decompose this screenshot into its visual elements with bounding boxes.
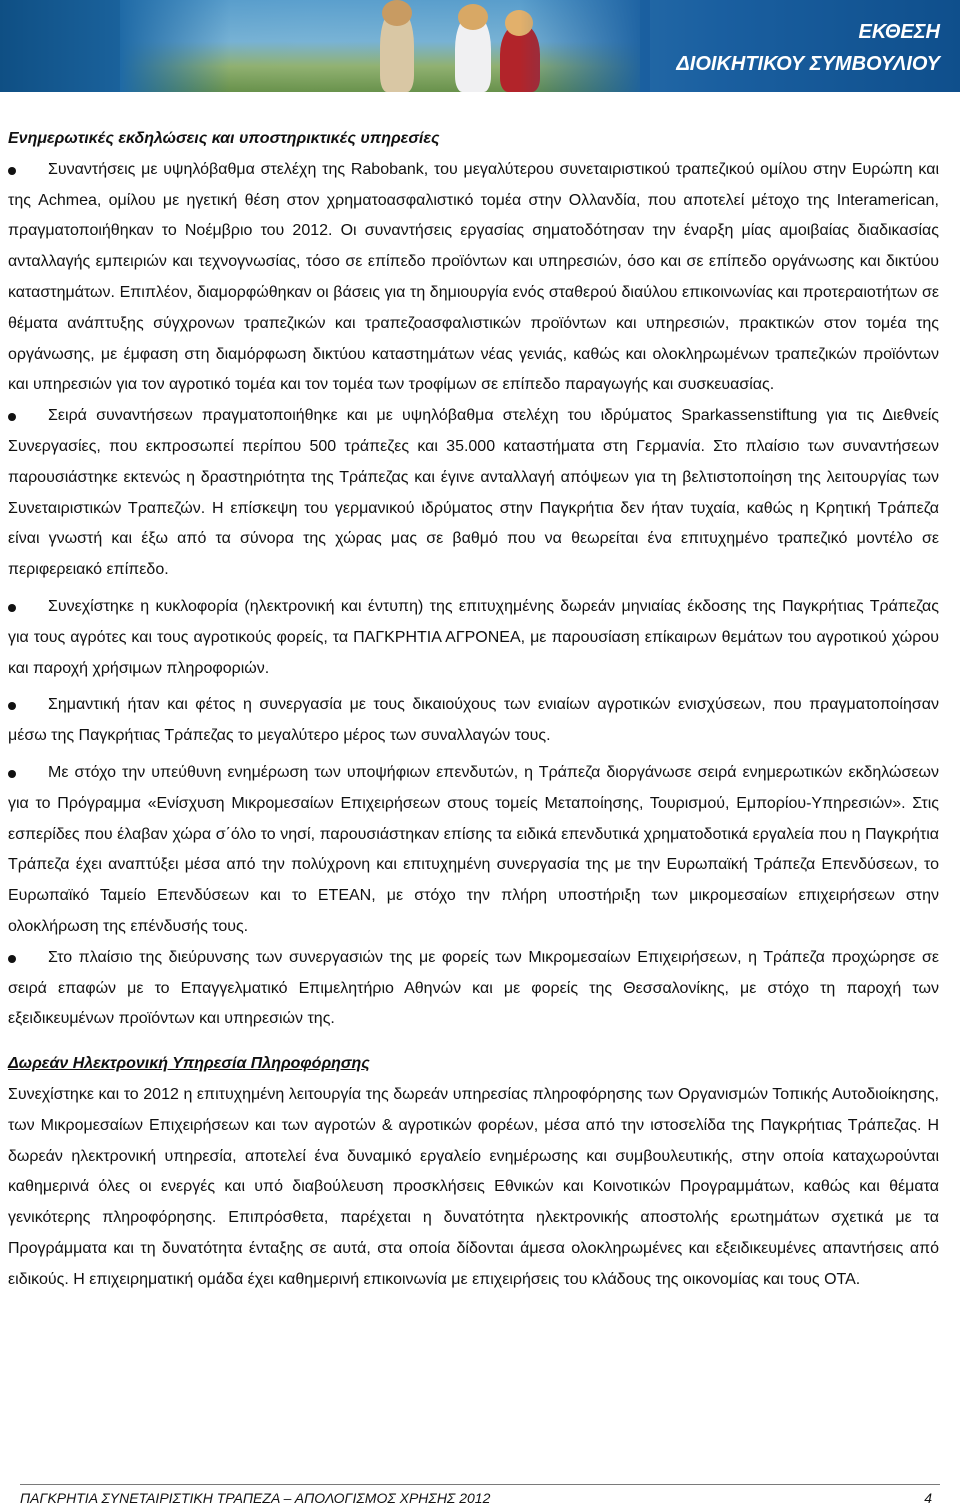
list-item: [8, 758, 939, 943]
list-item-text: Με στόχο την υπεύθυνη ενημέρωση των υποψήφιων επενδυτών, η Τράπεζα διοργάνωσε σειρά ενημερωτικών εκδηλώσεων για το Πρόγραμμα «Ενίσχυση Μικρομεσαίων Επιχειρήσεων στους τομείς Μεταποίησης, Τουρισμού, Εμπορίου-Υπηρεσιών». Στις εσπερίδες που έλαβαν χώρα σ΄όλο το νησί, παρουσιάστηκαν επίσης τα ειδικά επενδυτικά χρηματοδοτικά εργαλεία που η Παγκρήτια Τράπεζα έχει αναπτύξει μέσα από την πολύχρονη και επιτυχημένη συνεργασία της με την Ευρωπαϊκή Τράπεζα Επενδύσεων, το Ευρωπαϊκό Ταμείο Επενδύσεων και το ΕΤΕΑΝ, με στόχο την πλήρη υποστήριξη των μικρομεσαίων επιχειρήσεων στην ολοκλήρωση της επένδυσής τους.: [8, 763, 939, 935]
bullet-icon: [8, 604, 16, 612]
header-photo-person-head: [458, 4, 488, 30]
bullet-icon: [8, 702, 16, 710]
list-item-text: Στο πλαίσιο της διεύρυνσης των συνεργασιών της με φορείς των Μικρομεσαίων Επιχειρήσεων, η Τράπεζα προχώρησε σε σειρά επαφών με το Επαγγελματικό Επιμελητήριο Αθηνών και με φορείς της Θεσσαλονίκης, με στόχο τη παροχή των εξειδικευμένων προϊόντων και υπηρεσιών της.: [8, 948, 939, 1028]
list-item: [8, 592, 939, 684]
list-item-text: Σειρά συναντήσεων πραγματοποιήθηκε και με υψηλόβαθμα στελέχη του ιδρύματος Sparkassenstiftung για τις Διεθνείς Συνεργασίες, που εκπροσωπεί περίπου 500 τράπεζες και 35.000 καταστήματα στη Γερμανία. Στο πλαίσιο των συναντήσεων παρουσιάστηκε εκτενώς η δραστηριότητα της Τράπεζας και έγινε ανταλλαγή απόψεων για τη βελτιστοποίηση της λειτουργίας των Συνεταιριστικών Τραπεζών. Η επίσκεψη του γερμανικού ιδρύματος στην Παγκρήτια δεν ήταν τυχαία, καθώς η Κρητική Τράπεζα είναι γνωστή και έξω από τα σύνορα της χώρας μας σε βαθμό που να θεωρείται ένα επιτυχημένο τραπεζικό μοντέλο σε περιφερειακό επίπεδο.: [8, 407, 939, 579]
page-header-banner: [0, 0, 960, 92]
section-title-info-service: Δωρεάν Ηλεκτρονική Υπηρεσία Πληροφόρησης: [8, 1055, 370, 1073]
bullet-icon: [8, 955, 16, 963]
bullet-icon: [8, 413, 16, 421]
bullet-icon: [8, 167, 16, 175]
document-body: [8, 124, 939, 1295]
list-item: [8, 401, 939, 586]
bullet-icon: [8, 770, 16, 778]
list-item: [8, 155, 939, 401]
header-photo-fade: [120, 0, 230, 92]
list-item: [8, 943, 939, 1035]
header-title: [676, 16, 940, 80]
list-item-text: Συναντήσεις με υψηλόβαθμα στελέχη της Rabobank, του μεγαλύτερου συνεταιριστικού τραπεζικού ομίλου στην Ευρώπη και της Achmea, ομίλου με ηγετική θέση στον χρηματοασφαλιστικό τομέα στην Ολλανδία, που αποτελεί μέτοχο της Interamerican, πραγματοποιήθηκαν το Νοέμβριο του 2012. Οι συναντήσεις εργασίας σηματοδότησαν την έναρξη μίας αμοιβαίας διαδικασίας ανταλλαγής εμπειριών και τεχνογνωσίας, τόσο σε επίπεδο προϊόντων και υπηρεσιών, όσο και σε επίπεδο οργάνωσης και δικτύου καταστημάτων. Επιπλέον, διαμορφώθηκαν οι βάσεις για τη δημιουργία ενός σταθερού διαύλου επικοινωνίας και προτεραιοτήτων σε θέματα ανάπτυξης σύγχρονων τραπεζικών και τραπεζοασφαλιστικών προϊόντων και υπηρεσιών, πρακτικών στον τομέα της οργάνωσης, με έμφαση στη διαμόρφωση δικτύου καταστημάτων νέας γενιάς, καθώς και ολοκληρωμένων τραπεζικών προϊόντων και υπηρεσιών για τον αγροτικό τομέα και τον τομέα των τροφίμων σε επίπεδο παραγωγής και συσκευασίας.: [8, 160, 939, 394]
header-photo-fade: [520, 0, 650, 92]
footer-divider: [20, 1484, 940, 1485]
list-item-text: Συνεχίστηκε η κυκλοφορία (ηλεκτρονική και έντυπη) της επιτυχημένης δωρεάν μηνιαίας έκδοσης της Παγκρήτιας Τράπεζας για τους αγρότες και τους αγροτικούς φορείς, τα ΠΑΓΚΡΗΤΙΑ ΑΓΡΟΝΕΑ, με παρουσίαση επίκαιρων θεμάτων του αγροτικού χώρου και παροχή χρήσιμων πληροφοριών.: [8, 597, 939, 677]
section-body-info-service: Συνεχίστηκε και το 2012 η επιτυχημένη λειτουργία της δωρεάν υπηρεσίας πληροφόρησης των Οργανισμών Τοπικής Αυτοδιοίκησης, των Μικρομεσαίων Επιχειρήσεων και των αγροτών & αγροτικών φορέων, μέσα από την ιστοσελίδα της Παγκρήτιας Τράπεζας. Η δωρεάν ηλεκτρονική υπηρεσία, αποτελεί ένα δυναμικό εργαλείο ενημέρωσης και συμβουλευτικής, στην οποία καταχωρούνται καθημερινά όλες οι ενεργές και υπό διαβούλευση προσκλήσεις Εθνικών και Κοινοτικών Προγραμμάτων, καθώς και θέματα γενικότερης πληροφόρησης. Επιπρόσθετα, παρέχεται η δυνατότητα ηλεκτρονικής αποστολής ερωτημάτων σχετικά με τα Προγράμματα και τη δυνατότητα ένταξης σε αυτά, στα οποία δίδονται άμεσα ολοκληρωμένες και εξειδικευμένες απαντήσεις από ειδικούς. Η επιχειρηματική ομάδα έχει καθημερινή επικοινωνία με επιχειρήσεις του κλάδους της οικονομίας και τους ΟΤΑ.: [8, 1085, 939, 1288]
header-title-line1: ΕΚΘΕΣΗ: [858, 21, 940, 43]
page-number: 4: [924, 1490, 932, 1506]
list-item: [8, 690, 939, 752]
header-title-line2: ΔΙΟΙΚΗΤΙΚΟΥ ΣΥΜΒΟΥΛΙΟΥ: [676, 53, 940, 75]
footer-text: ΠΑΓΚΡΗΤΙΑ ΣΥΝΕΤΑΙΡΙΣΤΙΚΗ ΤΡΑΠΕΖΑ – ΑΠΟΛΟΓΙΣΜΟΣ ΧΡΗΣΗΣ 2012: [20, 1490, 491, 1506]
list-item-text: Σημαντική ήταν και φέτος η συνεργασία με τους δικαιούχους των ενιαίων αγροτικών ενισχύσεων, που πραγματοποίησαν μέσω της Παγκρήτιας Τράπεζας το μεγαλύτερο μέρος των συναλλαγών τους.: [8, 696, 939, 745]
header-photo-person-head: [382, 0, 412, 26]
section-title-events: Ενημερωτικές εκδηλώσεις και υποστηρικτικές υπηρεσίες: [8, 130, 440, 147]
